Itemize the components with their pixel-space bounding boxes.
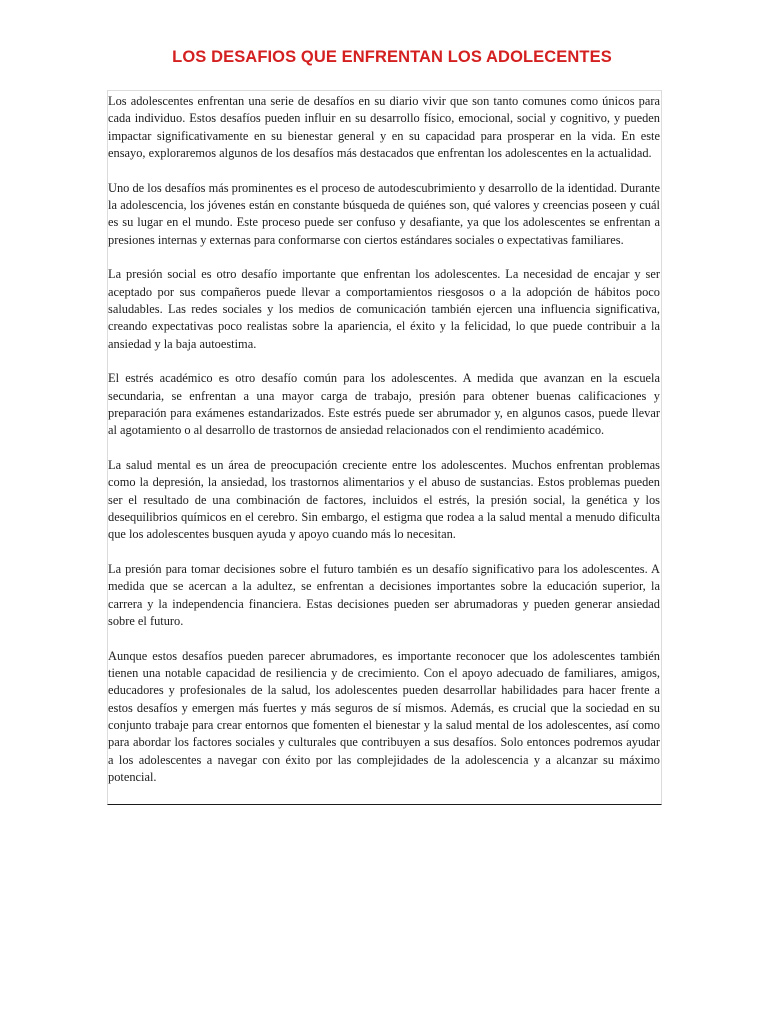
paragraph-identity: Uno de los desafíos más prominentes es el proceso de autodescubrimiento y desarrollo de la identidad. Durante la adolescencia, los jóvenes están en constante búsqueda de quiénes son, qué valores y creencias poseen y cuál es su lugar en el mundo. Este proceso puede ser confuso y desafiante, ya que los adolescentes se enfrentan a presiones internas y externas para conformarse con ciertos estándares sociales o expectativas familiares. [108,180,660,247]
paragraph-conclusion: Aunque estos desafíos pueden parecer abrumadores, es importante reconocer que los adolescentes también tienen una notable capacidad de resiliencia y de crecimiento. Con el apoyo adecuado de familiares, amigos, educadores y profesionales de la salud, los adolescentes pueden desarrollar habilidades para hacer frente a estos desafíos y emergen más fuertes y más seguros de sí mismos. Además, es crucial que la sociedad en su conjunto trabaje para crear entornos que fomenten el bienestar y la salud mental de los adolescentes, así como para abordar los factores sociales y culturales que contribuyen a sus desafíos. Solo entonces podremos ayudar a los adolescentes a navegar con éxito por las complejidades de la adolescencia y a alcanzar su máximo potencial. [108,648,660,784]
paragraph-mental-health: La salud mental es un área de preocupación creciente entre los adolescentes. Muchos enfrentan problemas como la depresión, la ansiedad, los trastornos alimentarios y el abuso de sustancias. Estos problemas pueden ser el resultado de una combinación de factores, incluidos el estrés, la presión social, la genética y los desequilibrios químicos en el cerebro. Sin embargo, el estigma que rodea a la salud mental a menudo dificulta que los adolescentes busquen ayuda y apoyo cuando más lo necesitan. [108,458,660,542]
page-title: LOS DESAFIOS QUE ENFRENTAN LOS ADOLECENTES [172,48,612,66]
paragraph-intro: Los adolescentes enfrentan una serie de desafíos en su diario vivir que son tanto comunes como únicos para cada individuo. Estos desafíos pueden influir en su desarrollo físico, emocional, social y cognitivo, y pueden impactar significativamente en su bienestar general y en su capacidad para prosperar en la vida. En este ensayo, exploraremos algunos de los desafíos más destacados que enfrentan los adolescentes en la actualidad. [108,94,660,160]
paragraph-academic-stress: El estrés académico es otro desafío común para los adolescentes. A medida que avanzan en la escuela secundaria, se enfrentan a una mayor carga de trabajo, presión para obtener buenas calificaciones y preparación para exámenes estandarizados. Este estrés puede ser abrumador y, en algunos casos, puede llevar al agotamiento o al desarrollo de trastornos de ansiedad relacionados con el rendimiento académico. [108,371,660,438]
paragraph-social-pressure: La presión social es otro desafío importante que enfrentan los adolescentes. La necesidad de encajar y ser aceptado por sus compañeros puede llevar a comportamientos riesgosos o a la adopción de hábitos poco saludables. Las redes sociales y los medios de comunicación también ejercen una influencia significativa, creando expectativas poco realistas sobre la apariencia, el éxito y la felicidad, lo que puede contribuir a la ansiedad y la baja autoestima. [108,267,660,351]
paragraph-future-decisions: La presión para tomar decisiones sobre el futuro también es un desafío significativo para los adolescentes. A medida que se acercan a la adultez, se enfrentan a decisiones importantes sobre la educación superior, la carrera y la independencia financiera. Estas decisiones pueden ser abrumadoras y pueden generar ansiedad sobre el futuro. [108,562,660,628]
essay-text-frame [107,90,662,805]
